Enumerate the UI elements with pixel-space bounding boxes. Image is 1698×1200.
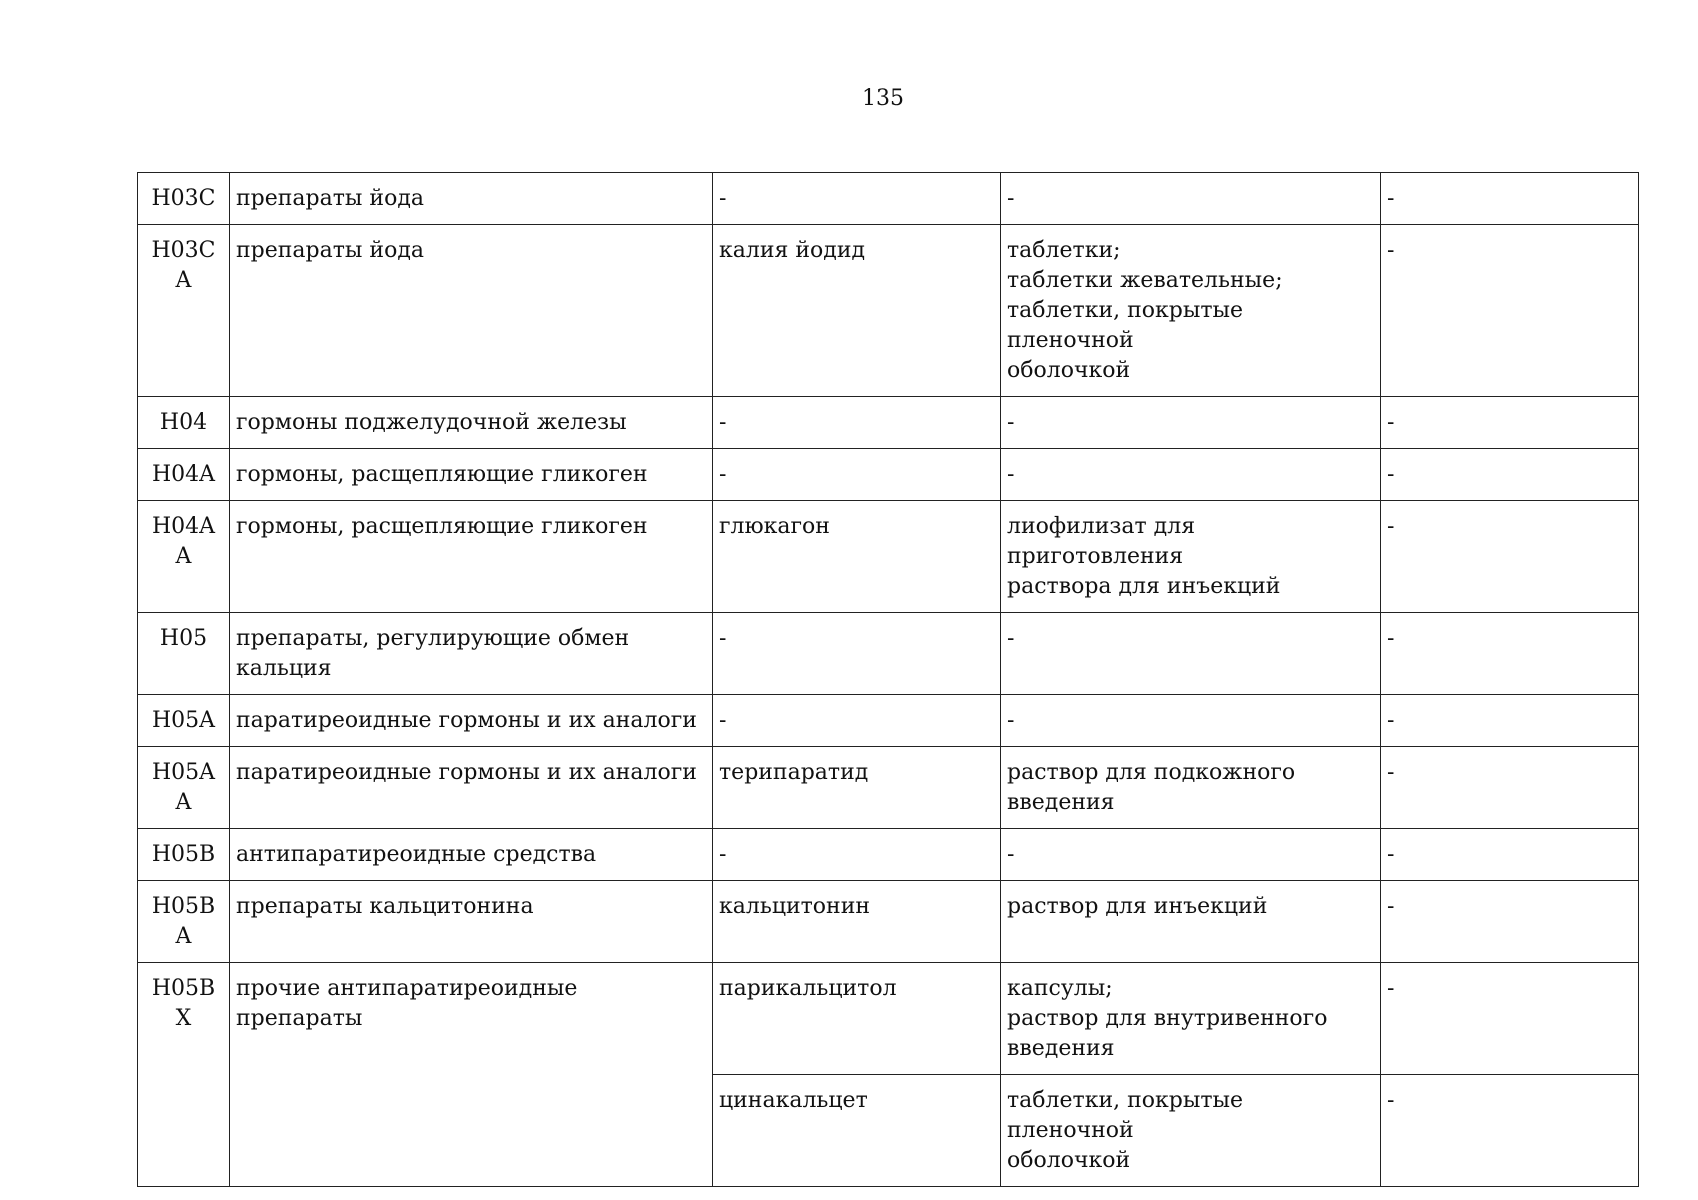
note: -	[1381, 501, 1639, 613]
pharmacological-group: гормоны, расщепляющие гликоген	[230, 501, 713, 613]
note: -	[1381, 747, 1639, 829]
atc-code: H04A A	[138, 501, 230, 613]
drug-name: -	[713, 449, 1001, 501]
drug-name: -	[713, 397, 1001, 449]
table-row	[138, 613, 1639, 695]
dosage-forms: -	[1001, 613, 1381, 695]
dosage-forms: раствор для инъекций	[1001, 881, 1381, 963]
drug-name: -	[713, 829, 1001, 881]
pharmacological-group: препараты йода	[230, 225, 713, 397]
atc-code: H04A	[138, 449, 230, 501]
table-row	[138, 881, 1639, 963]
dosage-forms: таблетки; таблетки жевательные; таблетки, покрытые пленочной оболочкой	[1001, 225, 1381, 397]
drug-name: цинакальцет	[713, 1075, 1001, 1187]
drug-name: парикальцитол	[713, 963, 1001, 1075]
table-row	[138, 225, 1639, 397]
drug-name: терипаратид	[713, 747, 1001, 829]
atc-code: H05B	[138, 829, 230, 881]
dosage-forms: -	[1001, 173, 1381, 225]
page-number: 135	[862, 86, 904, 111]
atc-code: H03C	[138, 173, 230, 225]
drug-name: -	[713, 173, 1001, 225]
table-row	[138, 173, 1639, 225]
dosage-forms: таблетки, покрытые пленочной оболочкой	[1001, 1075, 1381, 1187]
table-row	[138, 695, 1639, 747]
dosage-forms: -	[1001, 397, 1381, 449]
note: -	[1381, 225, 1639, 397]
dosage-forms: капсулы; раствор для внутривенного введения	[1001, 963, 1381, 1075]
table-row	[138, 829, 1639, 881]
note: -	[1381, 449, 1639, 501]
table-row	[138, 963, 1639, 1075]
pharmacological-group: паратиреоидные гормоны и их аналоги	[230, 695, 713, 747]
table-row	[138, 747, 1639, 829]
pharmacological-group: препараты кальцитонина	[230, 881, 713, 963]
pharmacological-group: препараты, регулирующие обмен кальция	[230, 613, 713, 695]
note: -	[1381, 881, 1639, 963]
table-row	[138, 397, 1639, 449]
dosage-forms: -	[1001, 449, 1381, 501]
note: -	[1381, 829, 1639, 881]
pharmacological-group: гормоны, расщепляющие гликоген	[230, 449, 713, 501]
atc-code: H05	[138, 613, 230, 695]
drug-name: кальцитонин	[713, 881, 1001, 963]
pharmacological-group: прочие антипаратиреоидные препараты	[230, 963, 713, 1187]
table-row	[138, 449, 1639, 501]
atc-code: H05B A	[138, 881, 230, 963]
drug-name: калия йодид	[713, 225, 1001, 397]
dosage-forms: -	[1001, 829, 1381, 881]
pharmacological-group: гормоны поджелудочной железы	[230, 397, 713, 449]
note: -	[1381, 173, 1639, 225]
dosage-forms: лиофилизат для приготовления раствора для инъекций	[1001, 501, 1381, 613]
note: -	[1381, 397, 1639, 449]
atc-code: H05A	[138, 695, 230, 747]
drug-table	[137, 172, 1639, 1187]
pharmacological-group: паратиреоидные гормоны и их аналоги	[230, 747, 713, 829]
table-row	[138, 501, 1639, 613]
note: -	[1381, 695, 1639, 747]
note: -	[1381, 1075, 1639, 1187]
atc-code: H05B X	[138, 963, 230, 1187]
drug-name: -	[713, 613, 1001, 695]
note: -	[1381, 963, 1639, 1075]
dosage-forms: раствор для подкожного введения	[1001, 747, 1381, 829]
drug-name: -	[713, 695, 1001, 747]
atc-code: H05A A	[138, 747, 230, 829]
atc-code: H03C A	[138, 225, 230, 397]
atc-code: H04	[138, 397, 230, 449]
drug-name: глюкагон	[713, 501, 1001, 613]
note: -	[1381, 613, 1639, 695]
pharmacological-group: препараты йода	[230, 173, 713, 225]
pharmacological-group: антипаратиреоидные средства	[230, 829, 713, 881]
dosage-forms: -	[1001, 695, 1381, 747]
